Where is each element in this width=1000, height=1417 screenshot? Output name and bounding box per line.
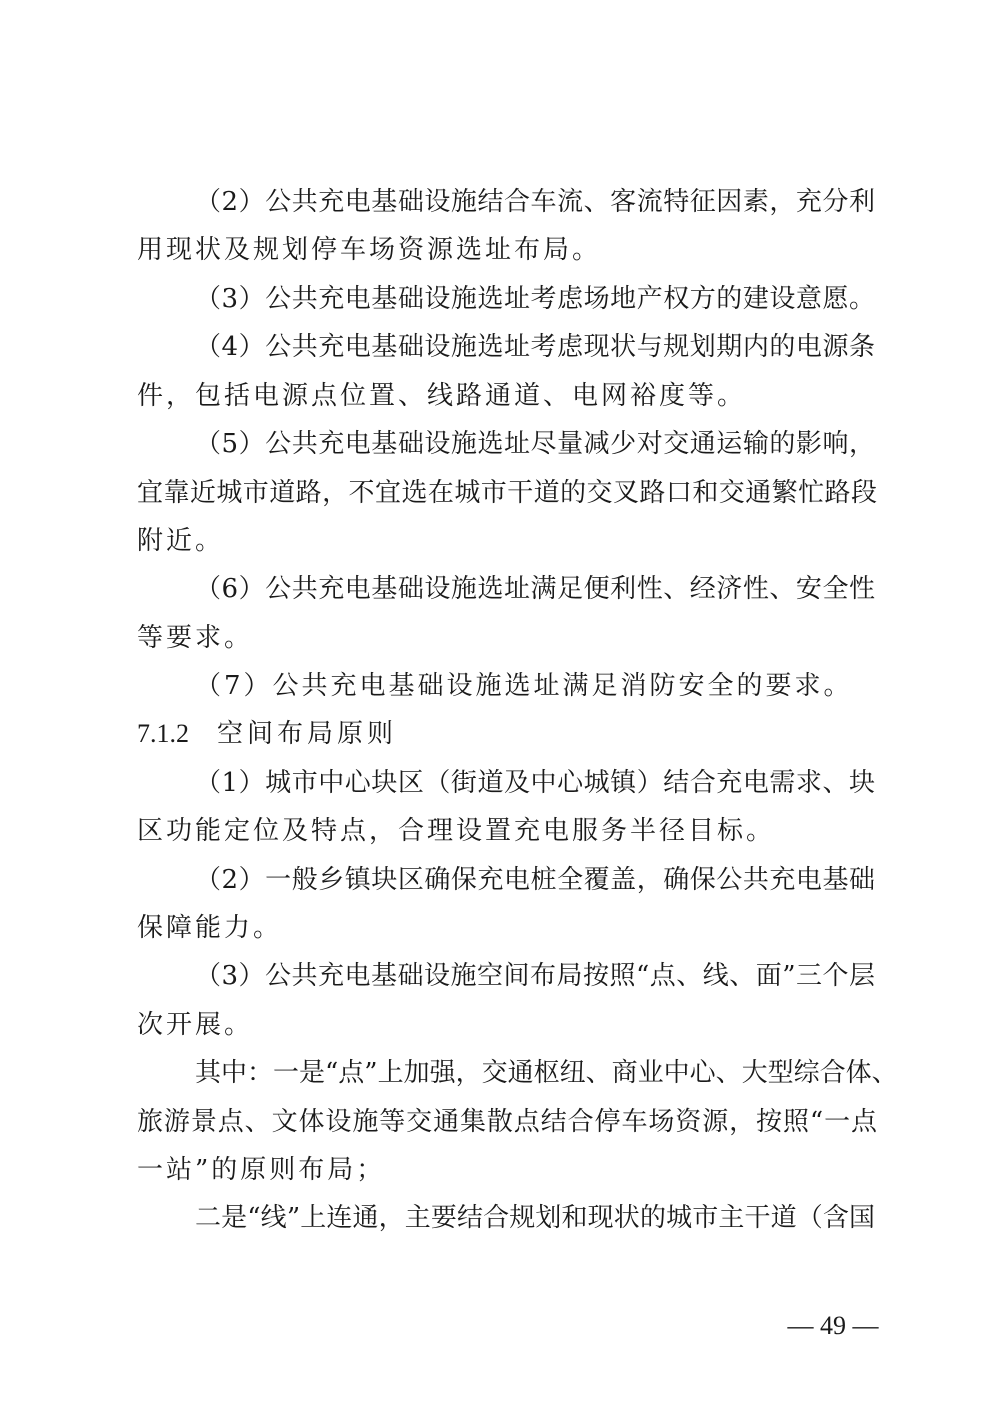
paragraph-line: （1）城市中心块区（街道及中心城镇）结合充电需求、块: [195, 768, 875, 798]
paragraph-line: （5）公共充电基础设施选址尽量减少对交通运输的影响，: [195, 429, 875, 459]
paragraph-line: （6）公共充电基础设施选址满足便利性、经济性、安全性: [195, 574, 875, 604]
paragraph-line: 其中：一是“点”上加强，交通枢纽、商业中心、大型综合体、: [195, 1058, 898, 1088]
paragraph-line: 旅游景点、文体设施等交通集散点结合停车场资源，按照“一点: [137, 1107, 877, 1137]
page-number: — 49 —: [787, 1311, 879, 1340]
section-heading: [137, 716, 877, 752]
paragraph-line: 一站”的原则布局；: [137, 1155, 386, 1185]
paragraph-line: （4）公共充电基础设施选址考虑现状与规划期内的电源条: [195, 332, 875, 362]
paragraph-line: （2）公共充电基础设施结合车流、客流特征因素，充分利: [195, 187, 875, 217]
paragraph-line: 件，包括电源点位置、线路通道、电网裕度等。: [137, 381, 747, 411]
paragraph-line: 次开展。: [137, 1010, 254, 1040]
paragraph-line: 保障能力。: [137, 913, 283, 943]
paragraph-line: （3）公共充电基础设施空间布局按照“点、线、面”三个层: [195, 961, 875, 991]
paragraph-line: 附近。: [137, 526, 225, 556]
paragraph-line: （2）一般乡镇块区确保充电桩全覆盖，确保公共充电基础: [195, 865, 875, 895]
section-title: 空间布局原则: [217, 719, 398, 749]
paragraph-line: 二是“线”上连通，主要结合规划和现状的城市主干道（含国: [195, 1203, 875, 1233]
section-number: 7.1.2: [137, 719, 189, 748]
paragraph-line: 用现状及规划停车场资源选址布局。: [137, 235, 602, 265]
paragraph-line: 区功能定位及特点，合理设置充电服务半径目标。: [137, 816, 776, 846]
paragraph-line: （7）公共充电基础设施选址满足消防安全的要求。: [195, 671, 853, 701]
paragraph-line: 等要求。: [137, 623, 254, 653]
paragraph-line: （3）公共充电基础设施选址考虑场地产权方的建设意愿。: [195, 284, 875, 314]
paragraph-line: 宜靠近城市道路，不宜选在城市干道的交叉路口和交通繁忙路段: [137, 478, 877, 508]
